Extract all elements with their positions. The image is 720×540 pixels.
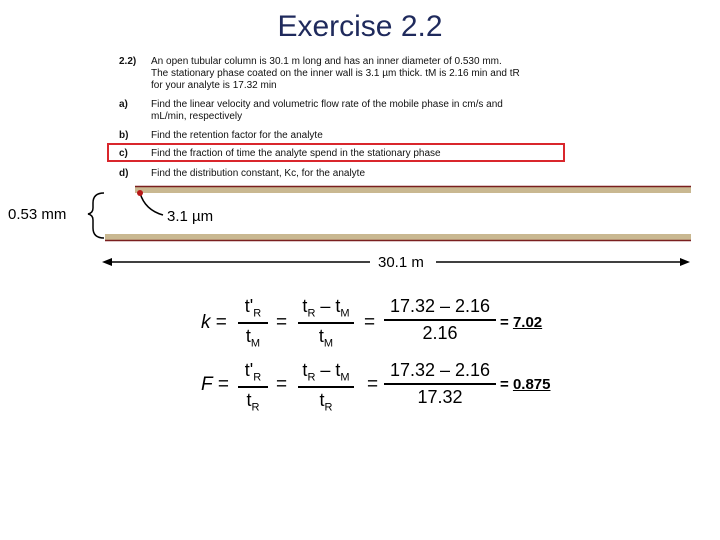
slide-title: Exercise 2.2 [277, 10, 443, 43]
problem-intro-line-1: An open tubular column is 30.1 m long and has an inner diameter of 0.530 mm. [151, 56, 502, 67]
thickness-pointer [140, 193, 163, 215]
length-label: 30.1 m [378, 254, 424, 271]
eq1-lhs: k = [201, 312, 227, 333]
diameter-label: 0.53 mm [8, 206, 67, 223]
eq1-fraction-2: $t_R - t_M$ $t_M$ [298, 296, 354, 349]
part-d-text: Find the distribution constant, Kc, for the analyte [151, 168, 366, 179]
part-c-text: Find the fraction of time the analyte spend in the stationary phase [151, 148, 441, 159]
length-arrowhead-right [680, 258, 690, 266]
eq2-equals-1: = [276, 374, 288, 395]
diameter-brace [88, 193, 104, 238]
part-a-line-2: mL/min, respectively [151, 111, 243, 122]
thickness-pointer-dot [137, 190, 143, 196]
part-b-text: Find the retention factor for the analyte [151, 130, 323, 141]
thickness-label: 3.1 µm [167, 208, 214, 225]
eq1-equals-1: = [276, 312, 288, 333]
eq2-fraction-1: $t'_R$ $t_R$ [238, 360, 268, 413]
eq2-fraction-2: $t_R - t_M$ $t_R$ [298, 360, 354, 413]
part-d-letter: d) [119, 168, 129, 179]
eq1-fraction-3: 17.32 – 2.16 2.16 [384, 296, 496, 344]
part-c-letter: c) [119, 148, 128, 159]
eq2-equals-2: = [367, 374, 379, 395]
eq1-equals-2: = [364, 312, 376, 333]
part-b-letter: b) [119, 130, 129, 141]
eq2-result: = 0.875 [500, 376, 551, 393]
length-arrowhead-left [102, 258, 112, 266]
eq2-lhs: F = [201, 374, 229, 395]
problem-intro-line-3: for your analyte is 17.32 min [151, 80, 277, 91]
problem-number: 2.2) [119, 56, 137, 67]
problem-intro-line-2: The stationary phase coated on the inner wall is 3.1 µm thick. tM is 2.16 min and tR [151, 68, 520, 79]
part-a-line-1: Find the linear velocity and volumetric flow rate of the mobile phase in cm/s and [151, 99, 503, 110]
eq1-fraction-1: $t'_R$ $t_M$ [238, 296, 268, 349]
eq1-result: = 7.02 [500, 314, 543, 331]
eq2-fraction-3: 17.32 – 2.16 17.32 [384, 360, 496, 408]
part-a-letter: a) [119, 99, 128, 110]
